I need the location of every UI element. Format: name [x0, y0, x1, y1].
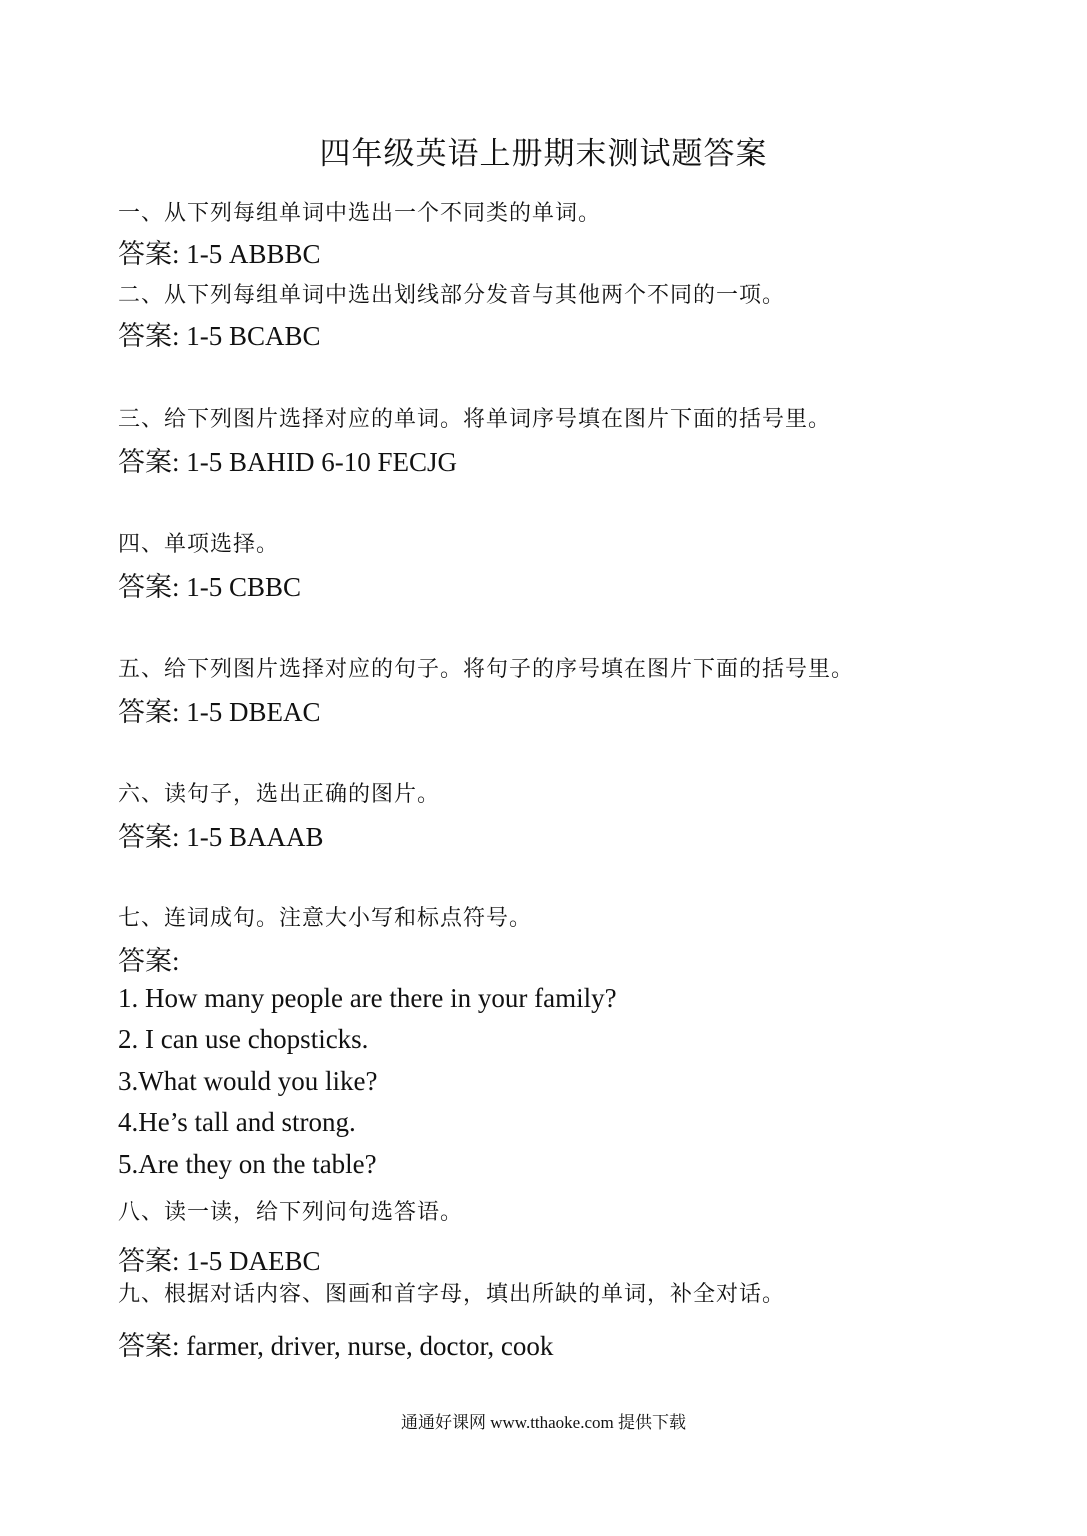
sentence-item: 3.What would you like?	[118, 1066, 378, 1096]
section-2-answer: 答案: 1-5 BCABC	[118, 321, 321, 351]
section-3-question: 三、给下列图片选择对应的单词。将单词序号填在图片下面的括号里。	[118, 407, 832, 432]
sentence-item: 4.He’s tall and strong.	[118, 1107, 356, 1137]
section-2-question: 二、从下列每组单词中选出划线部分发音与其他两个不同的一项。	[118, 283, 786, 308]
section-8-question: 八、读一读，给下列问句选答语。	[118, 1200, 464, 1225]
section-5-answer: 答案: 1-5 DBEAC	[118, 697, 321, 727]
section-8-answer: 答案: 1-5 DAEBC	[118, 1246, 321, 1276]
sentence-item: 5.Are they on the table?	[118, 1149, 377, 1179]
sentence-item: 2. I can use chopsticks.	[118, 1024, 369, 1054]
section-1-question: 一、从下列每组单词中选出一个不同类的单词。	[118, 201, 602, 226]
footer-text: 通通好课网 www.tthaoke.com 提供下载	[400, 1413, 687, 1432]
section-5-question: 五、给下列图片选择对应的句子。将句子的序号填在图片下面的括号里。	[118, 657, 855, 682]
section-1-answer: 答案: 1-5 ABBBC	[118, 239, 321, 269]
section-9-answer: 答案: farmer, driver, nurse, doctor, cook	[118, 1331, 554, 1361]
section-7-question: 七、连词成句。注意大小写和标点符号。	[118, 906, 533, 931]
section-7-answer: 答案:	[118, 946, 180, 976]
sentence-item: 1. How many people are there in your family?	[118, 983, 617, 1013]
page-title: 四年级英语上册期末测试题答案	[319, 136, 768, 172]
section-4-answer: 答案: 1-5 CBBC	[118, 572, 302, 602]
section-6-question: 六、读句子，选出正确的图片。	[118, 782, 441, 807]
section-9-question: 九、根据对话内容、图画和首字母，填出所缺的单词，补全对话。	[118, 1282, 786, 1307]
section-6-answer: 答案: 1-5 BAAAB	[118, 822, 324, 852]
section-4-question: 四、单项选择。	[118, 532, 280, 557]
section-3-answer: 答案: 1-5 BAHID 6-10 FECJG	[118, 447, 458, 477]
